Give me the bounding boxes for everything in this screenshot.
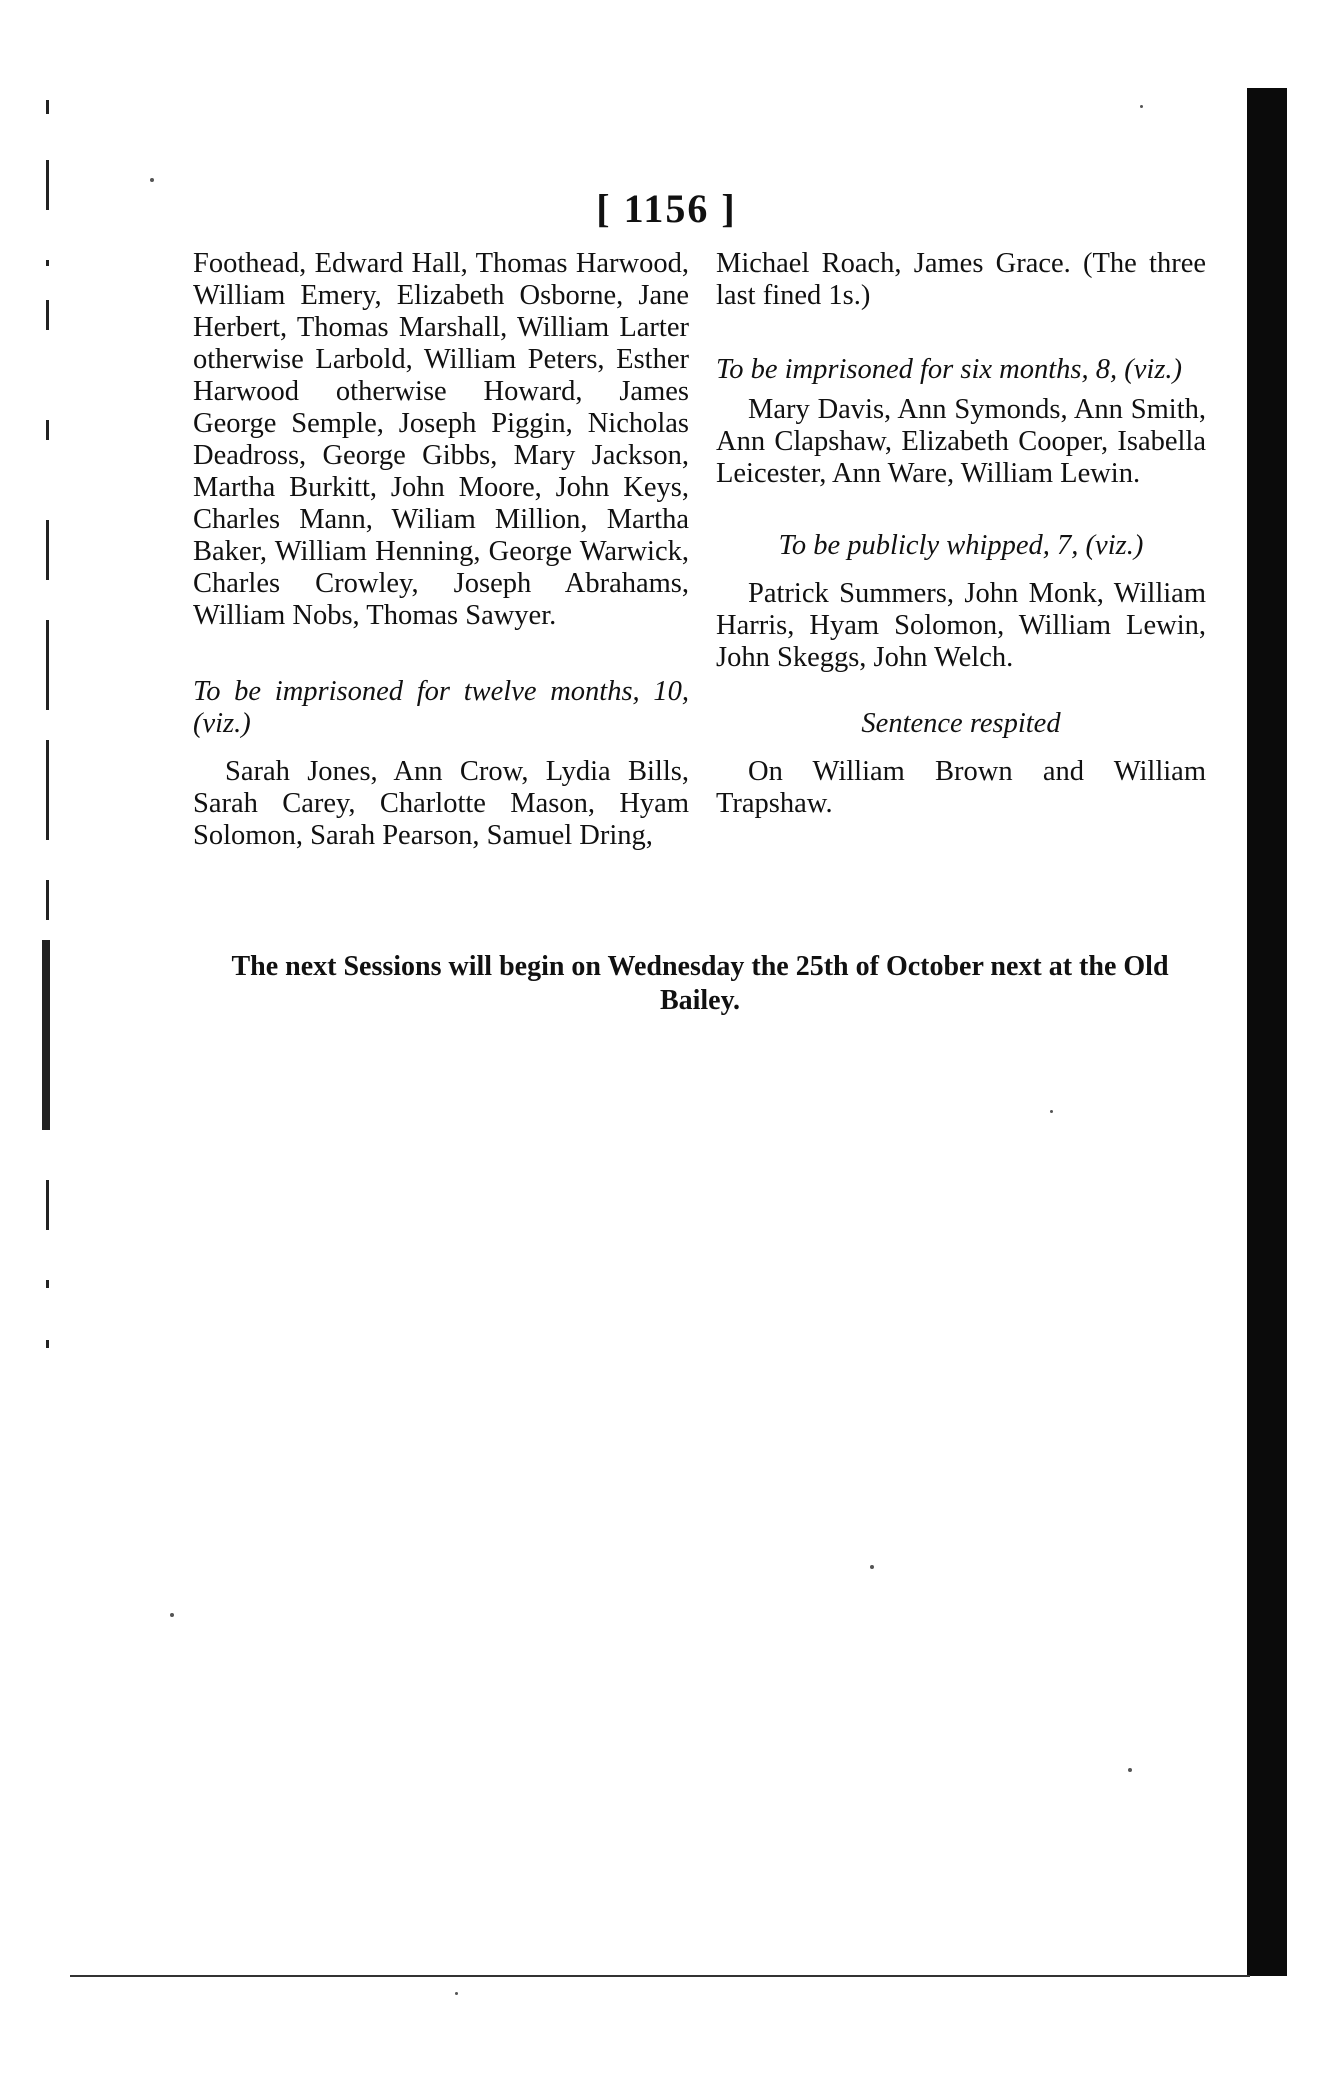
margin-mark (46, 260, 49, 266)
six-months-names: Mary Davis, Ann Symonds, Ann Smith, Ann Clapshaw, Elizabeth Cooper, Isabella Leicester, Ann Ware, William Lewin. (716, 394, 1206, 489)
respited-heading: Sentence respited (861, 708, 1061, 739)
scan-speck (1140, 105, 1143, 108)
left-column (193, 248, 689, 852)
whipped-names: Patrick Summers, John Monk, William Harris, Hyam Solomon, William Lewin, John Skeggs, John Welch. (716, 578, 1206, 673)
margin-mark (46, 740, 49, 840)
next-sessions-notice: The next Sessions will begin on Wednesday the 25th of October next at the Old Bailey. (231, 951, 1169, 1016)
margin-mark (42, 940, 50, 1130)
continuation-text: Michael Roach, James Grace. (The three last fined 1s.) (716, 248, 1206, 311)
margin-mark (46, 520, 49, 580)
margin-mark (46, 1180, 49, 1230)
opening-paragraph: Foothead, Edward Hall, Thomas Harwood, William Emery, Elizabeth Osborne, Jane Herbert, Thomas Marshall, William Larter otherwise Larbold, William Peters, Esther Harwood otherwise Howard, James George Semple, Joseph Piggin, Nicholas Deadross, George Gibbs, Mary Jackson, Martha Burkitt, John Moore, John Keys, Charles Mann, Wiliam Million, Martha Baker, William Henning, George Warwick, Charles Crowley, Joseph Abrahams, William Nobs, Thomas Sawyer. (193, 248, 689, 631)
six-months-heading: To be imprisoned for six months, 8, (viz.) (716, 354, 1183, 385)
margin-mark (46, 620, 49, 710)
scan-speck (1050, 1110, 1053, 1113)
margin-mark (46, 880, 49, 920)
respited-text: On William Brown and William Trapshaw. (716, 756, 1206, 819)
margin-mark (46, 300, 49, 330)
margin-mark (46, 1340, 49, 1348)
scan-speck (170, 1613, 174, 1617)
scan-speck (1128, 1768, 1132, 1772)
twelve-months-heading: To be imprisoned for twelve months, 10, (viz.) (193, 676, 689, 739)
scan-speck (870, 1565, 874, 1569)
scan-speck (150, 178, 154, 182)
bottom-rule (70, 1975, 1250, 1977)
right-column (716, 248, 1206, 820)
margin-mark (46, 1280, 49, 1288)
margin-mark (46, 420, 49, 440)
twelve-months-names: Sarah Jones, Ann Crow, Lydia Bills, Sarah Carey, Charlotte Mason, Hyam Solomon, Sarah Pearson, Samuel Dring, (193, 756, 689, 851)
scan-speck (455, 1992, 458, 1995)
margin-mark (46, 100, 49, 114)
whipped-heading: To be publicly whipped, 7, (viz.) (778, 530, 1144, 561)
page-number: [ 1156 ] (596, 186, 737, 231)
scan-margin-marks (20, 100, 60, 1400)
scan-edge-bar (1247, 88, 1287, 1976)
